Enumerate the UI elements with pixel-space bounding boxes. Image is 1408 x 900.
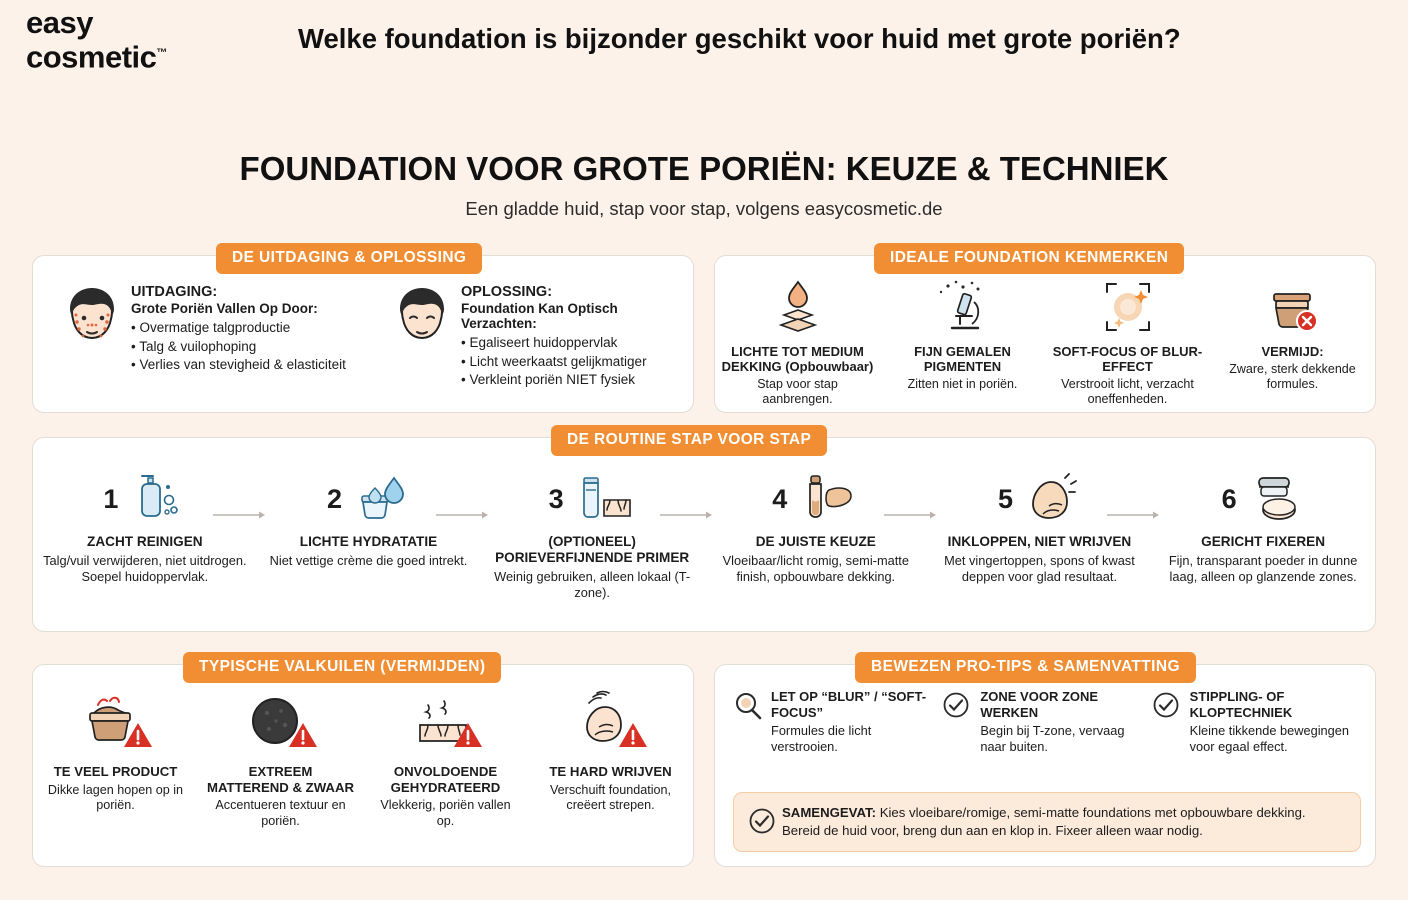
brand-logo[interactable] bbox=[26, 5, 276, 75]
solution-list bbox=[461, 334, 693, 390]
panel-ideal-foundation bbox=[714, 255, 1376, 413]
challenge-list bbox=[131, 319, 346, 375]
pitfall-title: TE VEEL PRODUCT bbox=[53, 764, 178, 779]
summary-label: SAMENGEVAT: bbox=[782, 805, 877, 820]
panel-routine bbox=[32, 437, 1376, 632]
step-title: DE JUISTE KEUZE bbox=[755, 534, 876, 549]
feature-pigments bbox=[880, 278, 1045, 407]
hand-tapping-sponge-icon bbox=[1019, 470, 1081, 528]
panel-protips bbox=[714, 664, 1376, 867]
protip-desc: Begin bij T-zone, vervaag naar buiten. bbox=[980, 723, 1125, 754]
heavy-matte-powder-icon bbox=[206, 691, 355, 757]
pitfall-dehydrated bbox=[363, 691, 528, 829]
moisturizer-jar-droplet-icon bbox=[348, 470, 410, 528]
list-item: • Verlies van stevigheid & elasticiteit bbox=[131, 356, 346, 375]
badge-protips: BEWEZEN PRO-TIPS & SAMENVATTING bbox=[855, 652, 1196, 683]
step-number: 6 bbox=[1221, 483, 1237, 514]
step-title: LICHTE HYDRATATIE bbox=[299, 534, 438, 549]
pitfall-too-much-product bbox=[33, 691, 198, 829]
list-item: • Talg & vuilophoping bbox=[131, 338, 346, 357]
loose-powder-compact-icon bbox=[1243, 470, 1305, 528]
step-desc: Met vingertoppen, spons of kwast deppen voor glad resultaat. bbox=[944, 553, 1135, 584]
solution-subtitle: Foundation Kan Optisch Verzachten: bbox=[461, 301, 618, 331]
microscope-icon bbox=[886, 278, 1039, 336]
feature-title: LICHTE TOT MEDIUM DEKKING (Opbouwbaar) bbox=[721, 344, 874, 374]
step-number: 3 bbox=[548, 483, 564, 514]
solution-title: OPLOSSING: bbox=[461, 284, 553, 300]
primer-tube-pores-icon bbox=[570, 470, 636, 528]
step-number: 5 bbox=[997, 483, 1013, 514]
routine-step-4 bbox=[704, 468, 928, 601]
protip-title: STIPPLING- OF KLOPTECHNIEK bbox=[1189, 689, 1293, 720]
step-desc: Fijn, transparant poeder in dunne laag, alleen op glanzende zones. bbox=[1168, 553, 1358, 584]
pitfall-rubbing bbox=[528, 691, 693, 829]
check-circle-icon bbox=[748, 804, 782, 840]
feature-desc: Stap voor stap aanbrengen. bbox=[757, 377, 838, 406]
trademark-symbol: ™ bbox=[156, 47, 167, 59]
protip-zones bbox=[942, 689, 1151, 755]
routine-step-5 bbox=[928, 468, 1152, 601]
foundation-bottle-swatch-icon bbox=[793, 470, 859, 528]
routine-step-1 bbox=[33, 468, 257, 601]
protip-desc: Formules die licht verstrooien. bbox=[771, 723, 872, 754]
soft-focus-sparkle-icon bbox=[1051, 278, 1204, 336]
page-question: Welke foundation is bijzonder geschikt voor huid met grote poriën? bbox=[298, 23, 1181, 54]
challenge-column bbox=[33, 284, 363, 390]
face-smooth-skin-icon bbox=[389, 284, 455, 390]
feature-title: FIJN GEMALEN PIGMENTEN bbox=[914, 344, 1011, 374]
dehydrated-skin-icon bbox=[371, 691, 520, 757]
page-subtitle: Een gladde huid, stap voor stap, volgens easycosmetic.de bbox=[465, 198, 943, 219]
step-number: 2 bbox=[326, 483, 342, 514]
routine-step-3 bbox=[480, 468, 704, 601]
badge-pitfalls: TYPISCHE VALKUILEN (VERMIJDEN) bbox=[183, 652, 501, 683]
cleanser-pump-bottle-icon bbox=[124, 470, 186, 528]
summary-text bbox=[782, 804, 1346, 840]
step-number: 4 bbox=[772, 483, 788, 514]
step-title: (OPTIONEEL) PORIEVERFIJNENDE PRIMER bbox=[495, 534, 690, 565]
feature-avoid bbox=[1210, 278, 1375, 407]
brand-line-2: cosmetic bbox=[26, 39, 157, 75]
feature-title: SOFT-FOCUS OF BLUR-EFFECT bbox=[1052, 344, 1203, 374]
routine-step-6 bbox=[1151, 468, 1375, 601]
badge-routine: DE ROUTINE STAP VOOR STAP bbox=[551, 425, 827, 456]
protip-title: LET OP “BLUR” / “SOFT-FOCUS” bbox=[771, 689, 927, 720]
list-item: • Egaliseert huidoppervlak bbox=[461, 334, 693, 353]
face-with-enlarged-pores-icon bbox=[59, 284, 125, 390]
list-item: • Overmatige talgproductie bbox=[131, 319, 346, 338]
challenge-title: UITDAGING: bbox=[131, 284, 218, 300]
feature-title: VERMIJD: bbox=[1261, 344, 1324, 359]
step-desc: Talg/vuil verwijderen, niet uitdrogen. Soepel huidoppervlak. bbox=[43, 553, 247, 584]
summary-box bbox=[733, 792, 1361, 852]
summary-body: Kies vloeibare/romige, semi-matte foundations met opbouwbare dekking. Bereid de huid voor, breng dun aan en klop in. Fixeer alleen waar nodig. bbox=[782, 805, 1306, 838]
badge-challenge: DE UITDAGING & OPLOSSING bbox=[216, 243, 482, 274]
pitfall-title: TE HARD WRIJVEN bbox=[549, 764, 672, 779]
pitfall-title: EXTREEM MATTEREND & ZWAAR bbox=[207, 764, 354, 795]
step-desc: Weinig gebruiken, alleen lokaal (T-zone). bbox=[494, 569, 691, 600]
header bbox=[0, 0, 1408, 112]
check-circle-icon bbox=[942, 689, 976, 755]
check-circle-icon bbox=[1152, 689, 1186, 755]
panel-challenge-solution bbox=[32, 255, 694, 413]
pitfall-title: ONVOLDOENDE GEHYDRATEERD bbox=[390, 764, 501, 795]
protip-stippling bbox=[1152, 689, 1361, 755]
routine-step-2 bbox=[257, 468, 481, 601]
challenge-subtitle: Grote Poriën Vallen Op Door: bbox=[131, 301, 318, 316]
feature-desc: Zware, sterk dekkende formules. bbox=[1229, 362, 1356, 391]
jar-forbidden-icon bbox=[1216, 278, 1369, 336]
pitfall-desc: Dikke lagen hopen op in poriën. bbox=[47, 782, 184, 812]
feature-soft-focus bbox=[1045, 278, 1210, 407]
feature-desc: Verstrooit licht, verzacht oneffenheden. bbox=[1061, 377, 1194, 406]
droplet-layers-icon bbox=[721, 278, 874, 336]
list-item: • Licht weerkaatst gelijkmatiger bbox=[461, 353, 693, 372]
protip-title: ZONE VOOR ZONE WERKEN bbox=[980, 689, 1099, 720]
pitfall-desc: Verschuift foundation, creëert strepen. bbox=[549, 782, 672, 812]
list-item: • Verkleint poriën NIET fysiek bbox=[461, 371, 693, 390]
page-title: FOUNDATION VOOR GROTE PORIËN: KEUZE & TECHNIEK bbox=[239, 150, 1169, 187]
feature-desc: Zitten niet in poriën. bbox=[907, 377, 1018, 391]
step-title: ZACHT REINIGEN bbox=[87, 534, 203, 549]
protip-blur bbox=[733, 689, 942, 755]
pitfall-heavy-matte bbox=[198, 691, 363, 829]
feature-coverage bbox=[715, 278, 880, 407]
rubbing-hand-icon bbox=[536, 691, 685, 757]
step-desc: Vloeibaar/licht romig, semi-matte finish, opbouwbare dekking. bbox=[722, 553, 909, 584]
brand-line-1: easy bbox=[26, 5, 93, 40]
panel-pitfalls bbox=[32, 664, 694, 867]
step-title: INKLOPPEN, NIET WRIJVEN bbox=[947, 534, 1132, 549]
solution-column bbox=[363, 284, 693, 390]
pitfall-desc: Vlekkerig, poriën vallen op. bbox=[380, 798, 511, 828]
magnifier-icon bbox=[733, 689, 767, 755]
pitfall-desc: Accentueren textuur en poriën. bbox=[215, 798, 346, 828]
step-desc: Niet vettige crème die goed intrekt. bbox=[269, 553, 468, 568]
step-number: 1 bbox=[103, 483, 119, 514]
step-title: GERICHT FIXEREN bbox=[1201, 534, 1326, 549]
protip-desc: Kleine tikkende bewegingen voor egaal effect. bbox=[1189, 723, 1350, 754]
badge-ideal-foundation: IDEALE FOUNDATION KENMERKEN bbox=[874, 243, 1184, 274]
too-much-product-jar-icon bbox=[41, 691, 190, 757]
